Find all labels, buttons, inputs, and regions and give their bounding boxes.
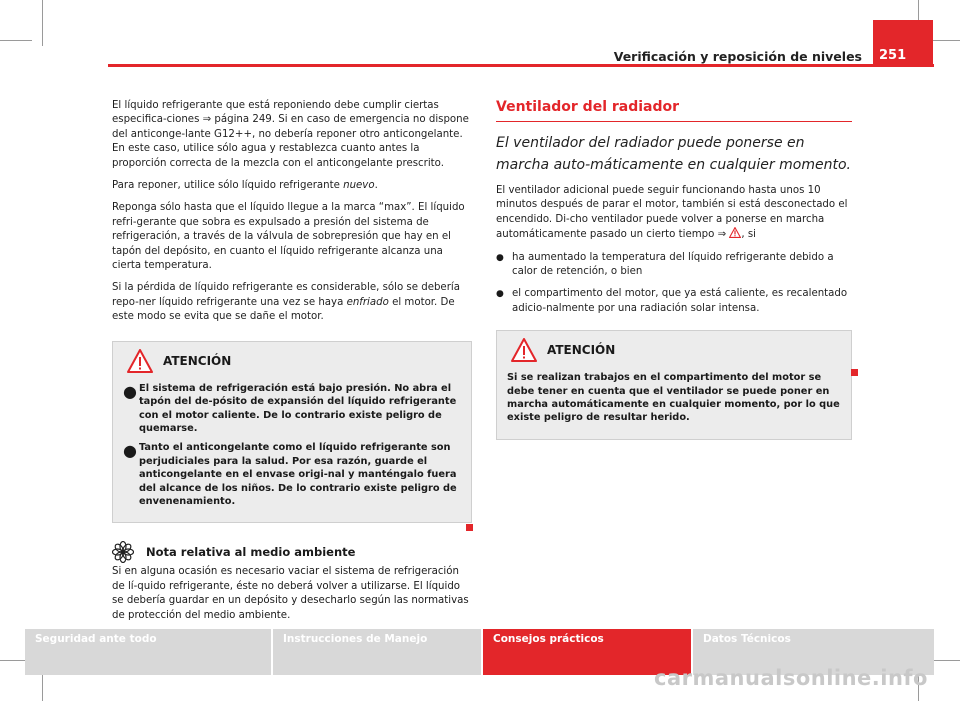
warning-triangle-icon — [511, 338, 537, 362]
bullet-icon: ● — [496, 252, 504, 263]
warning-item-text: El sistema de refrigeración está bajo presión. No abra el tapón del de-pósito de expansión del líquido refrigerante con el motor caliente. De lo contrario existe peligro de quemarse. — [139, 382, 457, 434]
warning-header — [507, 337, 841, 363]
emphasis-enfriado: enfriado — [346, 296, 389, 308]
emphasis-nuevo: nuevo — [343, 180, 375, 192]
text-span: . — [374, 180, 378, 192]
bullet-icon: ● — [123, 381, 137, 401]
footer-tab-instrucciones[interactable]: Instrucciones de Manejo — [273, 629, 481, 675]
list-item — [496, 251, 852, 280]
section-subtitle: El ventilador del radiador puede ponerse en marcha auto-máticamente en cualquier momento. — [496, 135, 851, 173]
header-title: Verificación y reposición de niveles — [613, 49, 862, 64]
environment-text: Si en alguna ocasión es necesario vaciar el sistema de refrigeración de lí-quido refrigerante, éste no deberá volver a utilizarse. El líquido se debería guardar en un depósito y desecharlo según las normativas de protección del medio ambiente. — [112, 566, 469, 621]
warning-triangle-icon — [127, 349, 153, 373]
warning-triangle-icon — [729, 227, 741, 238]
environment-title: Nota relativa al medio ambiente — [146, 545, 356, 560]
watermark: carmanualsonline.info — [654, 666, 928, 690]
text-span: Para reponer, utilice sólo líquido refrigerante — [112, 180, 344, 192]
paragraph-specification: El líquido refrigerante que está reponiendo debe cumplir ciertas especifica-ciones ⇒ página 249. Si en caso de emergencia no dispone del anticonge-lante G12++, no debería reponer otro anticongelante. En este caso, utilice sólo agua y restablezca cuanto antes la proporción correcta de la mezcla con el anticongelante prescrito. — [112, 100, 469, 169]
warning-box — [112, 341, 472, 524]
paragraph-reponer — [112, 179, 472, 193]
environment-header — [112, 541, 472, 563]
list-item-text: ha aumentado la temperatura del líquido refrigerante debido a calor de retención, o bien — [512, 251, 834, 278]
text-span: El ventilador adicional puede seguir funcionando hasta unos 10 minutos después de parar el motor, también si está desconectado el encendido. Di-cho ventilador puede volver a ponerse en marcha automáticamente pasado un cierto tiempo ⇒ — [496, 185, 848, 241]
flower-icon — [112, 541, 134, 563]
bullet-icon: ● — [496, 289, 504, 300]
page-number: 251 — [873, 20, 933, 67]
text-span: Si la pérdida de líquido refrigerante es considerable, sólo se debería repo-ner líquido refrigerante una vez se haya — [112, 282, 460, 308]
footer-tab-consejos[interactable]: Consejos prácticos — [483, 629, 691, 675]
bullet-icon: ● — [123, 441, 137, 461]
header-rule — [108, 64, 934, 67]
warning-title: ATENCIÓN — [547, 343, 616, 358]
warning-item-text: Tanto el anticongelante como el líquido refrigerante son perjudiciales para la salud. Por esa razón, guarde el anticongelante en el envase origi-nal y manténgalo fuera del alcance de los niños. De lo contrario existe peligro de envenenamiento. — [139, 442, 457, 507]
paragraph-intro — [496, 184, 852, 243]
text-span: , si — [741, 229, 756, 241]
warning-title: ATENCIÓN — [163, 353, 232, 368]
crop-mark — [42, 0, 43, 46]
section-end-mark — [851, 369, 858, 376]
text-span: el motor. De este modo se evita que se dañe el motor. — [112, 296, 455, 323]
section-title: Ventilador del radiador — [496, 99, 852, 122]
warning-box — [496, 330, 852, 440]
warning-item — [123, 382, 461, 442]
list-item-text: el compartimento del motor, que ya está caliente, es recalentado adicio-nalmente por una radiación solar intensa. — [512, 288, 848, 314]
footer-tab-seguridad[interactable]: Seguridad ante todo — [25, 629, 271, 675]
left-column — [112, 99, 472, 623]
warning-item — [123, 441, 461, 514]
list-item — [496, 287, 852, 316]
footer-tab-datos[interactable]: Datos Técnicos — [693, 629, 934, 675]
right-column — [496, 99, 852, 440]
paragraph-max: Reponga sólo hasta que el líquido llegue a la marca “max”. El líquido refri-gerante que sobra es expulsado a presión del sistema de refrigeración, a través de la válvula de sobrepresión que hay en el tapón del depósito, en cuanto el líquido refrigerante alcanza una cierta temperatura. — [112, 202, 465, 272]
warning-header — [123, 348, 461, 374]
paragraph-perdida — [112, 281, 472, 324]
crop-mark — [0, 40, 32, 41]
section-end-mark — [466, 524, 473, 531]
warning-text: Si se realizan trabajos en el compartimento del motor se debe tener en cuenta que el ventilador se puede poner en marcha automáticamente en cualquier momento, por lo que existe peligro de resultar herido. — [507, 372, 840, 424]
